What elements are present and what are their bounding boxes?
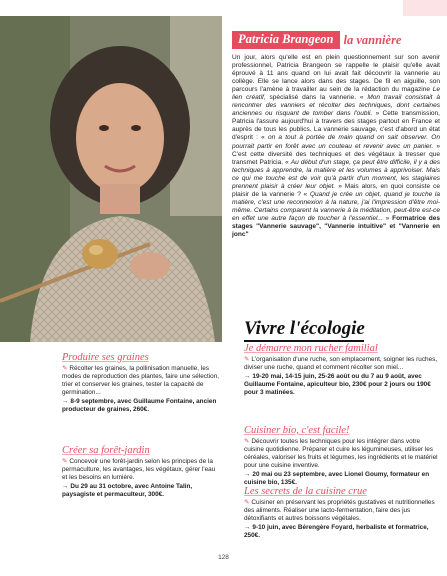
workshop-cuisine-bio [244,425,440,486]
person-role: la vannière [343,32,402,47]
pencil-icon: ✎ [244,356,250,363]
workshop-foret-jardin [62,445,222,499]
workshop-cuisine-crue [244,486,440,540]
workshop-detail: → 20 mai ou 23 septembre, avec Lionel Goumy, formateur en cuisine bio, 135€. [244,470,430,486]
workshop-title[interactable]: Produire ses graines [62,352,149,363]
arrow-right-icon: → [244,372,251,380]
arrow-right-icon: → [244,523,251,531]
magazine-name: Le lien créatif [232,86,440,102]
workshop-detail: → 19-20 mai, 14-15 juin, 25-26 août ou du 7 au 9 août, avec Guillaume Fontaine, apiculteur bio, 230€ pour 2 jours ou 190€ pour 3 matinées. [244,372,431,396]
workshop-detail: → 8-9 septembre, avec Guillaume Fontaine, ancien producteur de graines, 260€. [62,397,217,413]
interview-quote-4: Quand je crée un objet, quand je touche la matière, c'est une reconnexion à la nature, j'ai l'impression d'être moi-même. Certains comparent la vannerie à la méditation, peut-être est-ce en effet une autre façon de toucher à l'essentiel... [232,190,440,222]
workshop-description: ✎ Découvrir toutes les techniques pour les intégrer dans votre cuisine quotidienne. Préparer et cuire les légumineuses, utiliser les céréales, valoriser les fruits et légumes, les ingrédients et le matériel pour une cuisine inventive. [244,438,438,469]
workshop-title[interactable]: Créer sa forêt-jardin [62,445,150,456]
pencil-icon: ✎ [244,499,250,506]
corner-decoration [403,0,447,16]
pencil-icon: ✎ [244,438,250,445]
person-name: Patricia Brangeon [232,31,340,49]
workshop-title[interactable]: Je démarre mon rucher familial [244,343,378,354]
workshop-description: ✎ Cuisiner en préservant les propriétés gustatives et nutritionnelles des aliments. Réaliser une lacto-fermentation, faire des jus détoxifiants et autres boissons végétales. [244,499,435,522]
profile-title [232,32,401,48]
interview-p1: Un jour, alors qu'elle est en plein questionnement sur son avenir professionnel, Patricia Brangeon se rappelle le plaisir qu'elle avait éprouvé à 11 ans quand on lui avait fait découvrir la vannerie au collège. Elle se lance alors dans des stages. De fil en aiguille, son parcours l'amène à travailler au sein de la rédaction du magazine [232,54,440,94]
page-number: 128 [218,554,229,561]
section-underline [244,340,364,342]
interview-text [232,54,440,239]
interview-quote-2: on a tout à portée de main quand on sait observer. On pourrait partir en forêt avec un couteau et revenir avec un panier. [232,134,440,150]
interview-p3: » Cette transmission, Patricia l'assure aujourd'hui à travers des stages partout en France et auprès de tous les publics. La vannerie sauvage, c'est d'abord un état d'esprit : « [232,110,441,142]
workshop-description: ✎ L'organisation d'une ruche, son emplacement, soigner les ruches, diviser une ruche, quand et comment récolter son miel... [244,356,438,371]
interview-p2: , spécialisé dans la vannerie. « [263,94,368,102]
workshop-description: ✎ Concevoir une forêt-jardin selon les principes de la permaculture, les avantages, les végétaux, gérer l'eau et les besoins en lumière. [62,458,216,481]
pencil-icon: ✎ [62,365,68,372]
interview-p6: » [382,214,393,222]
interview-p4: » C'est cette diversité des techniques et des végétaux à tresser que transmet Patricia. « [232,142,440,166]
portrait-illustration [0,16,222,342]
interview-p5: » Mais alors, en quoi consiste ce plaisir de la vannerie ? « [232,182,441,198]
interview-quote-3: Au début d'un stage, ça peut être difficile, il y a des techniques à apprendre, la matière et les volumes à apprivoiser. Mais ce qui me touche est de voir qu'à partir d'un moment, les stagiaires prennent plaisir à créer leur objet. [232,158,441,190]
arrow-right-icon: → [62,397,69,405]
pencil-icon: ✎ [62,458,68,465]
workshop-rucher [244,343,440,397]
interview-quote-1: Mon travail consistait à rencontrer des vanniers et récolter des techniques, dont certaines anciennes ou risquant de tomber dans l'oubli. [232,94,440,118]
workshop-description: ✎ Récolter les graines, la pollinisation manuelle, les modes de reproduction des plantes, faire une sélection, trier et conserver les graines, tester la capacité de germination... [62,365,220,396]
arrow-right-icon: → [62,482,69,490]
workshop-title[interactable]: Les secrets de la cuisine crue [244,486,367,497]
workshop-graines [62,352,222,413]
portrait-photo [0,16,222,342]
workshop-detail: → 9-10 juin, avec Bérengère Foyard, herbaliste et formatrice, 250€. [244,523,429,539]
arrow-right-icon: → [244,470,251,478]
trainer-line: Formatrice des stages "Vannerie sauvage", "Vannerie intuitive" et "Vannerie en jonc" [232,214,440,239]
workshop-detail: → Du 29 au 31 octobre, avec Antoine Talin, paysagiste et permaculteur, 300€. [62,482,193,498]
section-title: Vivre l'écologie [244,318,365,339]
workshop-title[interactable]: Cuisiner bio, c'est facile! [244,425,350,436]
